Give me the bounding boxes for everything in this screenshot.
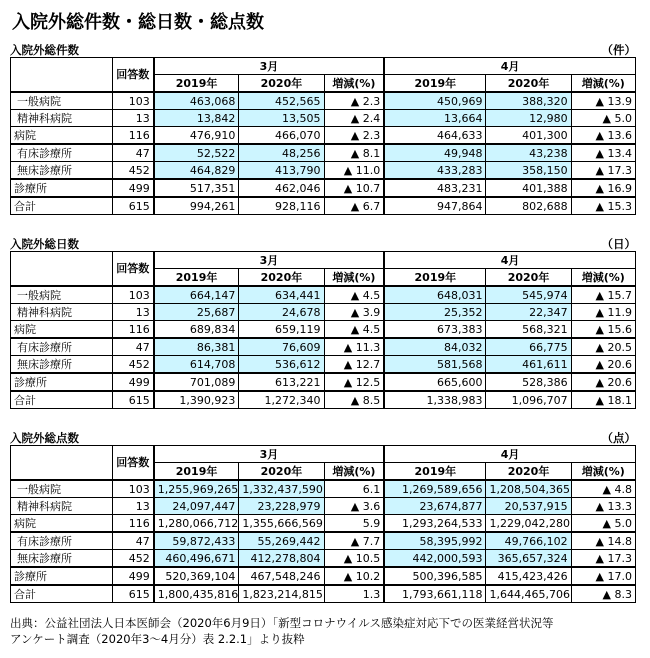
march-header: 3月 (154, 58, 384, 75)
march-change-cell: ▲ 11.0 (324, 162, 384, 180)
march-change-cell: ▲ 8.1 (324, 144, 384, 162)
april-2019-cell: 1,293,264,533 (384, 515, 486, 533)
april-2020-cell: 388,320 (486, 92, 571, 110)
row-label: 一般病院 (11, 480, 113, 498)
april-2019-cell: 581,568 (384, 356, 486, 374)
row-label: 無床診療所 (11, 550, 113, 568)
march-2020-cell: 23,228,979 (239, 498, 324, 515)
row-label: 合計 (11, 391, 113, 409)
march-change-cell: ▲ 12.7 (324, 356, 384, 374)
march-2019-cell: 86,381 (154, 338, 239, 356)
march-header: 3月 (154, 252, 384, 269)
source-footer (10, 615, 640, 647)
corner-cell (11, 252, 113, 287)
section-unit: （件） (601, 43, 636, 57)
respondents-cell: 13 (112, 304, 154, 321)
header-row (11, 252, 636, 269)
change-header: 増減(%) (324, 75, 384, 93)
table-row (11, 110, 636, 127)
april-change-cell: ▲ 13.3 (571, 498, 635, 515)
year-2020-header: 2020年 (486, 463, 571, 481)
row-label: 精神科病院 (11, 304, 113, 321)
april-change-cell: ▲ 5.0 (571, 515, 635, 533)
row-label: 診療所 (11, 373, 113, 391)
table-row (11, 162, 636, 180)
row-label: 有床診療所 (11, 532, 113, 550)
april-2020-cell: 66,775 (486, 338, 571, 356)
april-2019-cell: 442,000,593 (384, 550, 486, 568)
march-change-cell: ▲ 11.3 (324, 338, 384, 356)
table-row (11, 197, 636, 215)
march-2020-cell: 634,441 (239, 286, 324, 304)
april-2019-cell: 1,793,661,118 (384, 585, 486, 603)
march-2020-cell: 452,565 (239, 92, 324, 110)
march-change-cell: 6.1 (324, 480, 384, 498)
april-2020-cell: 20,537,915 (486, 498, 571, 515)
year-2020-header: 2020年 (239, 463, 324, 481)
april-change-cell: ▲ 8.3 (571, 585, 635, 603)
april-2019-cell: 433,283 (384, 162, 486, 180)
april-change-cell: ▲ 17.3 (571, 550, 635, 568)
march-2019-cell: 520,369,104 (154, 567, 239, 585)
respondents-header: 回答数 (112, 58, 154, 93)
march-2019-cell: 1,390,923 (154, 391, 239, 409)
change-header: 増減(%) (324, 269, 384, 287)
march-change-cell: ▲ 2.4 (324, 110, 384, 127)
april-2019-cell: 500,396,585 (384, 567, 486, 585)
row-label: 精神科病院 (11, 498, 113, 515)
march-2019-cell: 59,872,433 (154, 532, 239, 550)
row-label: 病院 (11, 515, 113, 533)
april-change-cell: ▲ 15.3 (571, 197, 635, 215)
row-label: 有床診療所 (11, 144, 113, 162)
march-2019-cell: 460,496,671 (154, 550, 239, 568)
respondents-header: 回答数 (112, 252, 154, 287)
march-2020-cell: 412,278,804 (239, 550, 324, 568)
april-header: 4月 (384, 252, 635, 269)
march-2019-cell: 664,147 (154, 286, 239, 304)
april-2020-cell: 461,611 (486, 356, 571, 374)
march-2020-cell: 928,116 (239, 197, 324, 215)
april-2020-cell: 401,300 (486, 127, 571, 145)
april-2019-cell: 665,600 (384, 373, 486, 391)
row-label: 無床診療所 (11, 162, 113, 180)
row-label: 一般病院 (11, 286, 113, 304)
march-2019-cell: 701,089 (154, 373, 239, 391)
april-2020-cell: 1,229,042,280 (486, 515, 571, 533)
data-table (10, 57, 636, 215)
row-label: 一般病院 (11, 92, 113, 110)
march-2019-cell: 1,280,066,712 (154, 515, 239, 533)
year-2020-header: 2020年 (486, 269, 571, 287)
march-change-cell: ▲ 8.5 (324, 391, 384, 409)
april-change-cell: ▲ 15.6 (571, 321, 635, 339)
table-row (11, 550, 636, 568)
march-change-cell: ▲ 4.5 (324, 286, 384, 304)
march-2019-cell: 1,255,969,265 (154, 480, 239, 498)
corner-cell (11, 446, 113, 481)
row-label: 合計 (11, 585, 113, 603)
march-2020-cell: 24,678 (239, 304, 324, 321)
respondents-cell: 103 (112, 286, 154, 304)
march-2019-cell: 1,800,435,816 (154, 585, 239, 603)
respondents-cell: 452 (112, 162, 154, 180)
march-2020-cell: 1,272,340 (239, 391, 324, 409)
april-2020-cell: 12,980 (486, 110, 571, 127)
march-2019-cell: 464,829 (154, 162, 239, 180)
april-header: 4月 (384, 446, 635, 463)
table-row (11, 515, 636, 533)
april-2019-cell: 13,664 (384, 110, 486, 127)
april-2020-cell: 365,657,324 (486, 550, 571, 568)
april-2019-cell: 450,969 (384, 92, 486, 110)
march-change-cell: ▲ 3.9 (324, 304, 384, 321)
march-2019-cell: 52,522 (154, 144, 239, 162)
table-row (11, 356, 636, 374)
march-2020-cell: 1,332,437,590 (239, 480, 324, 498)
april-change-cell: ▲ 14.8 (571, 532, 635, 550)
change-header: 増減(%) (324, 463, 384, 481)
section-heading (10, 430, 636, 444)
march-change-cell: ▲ 10.5 (324, 550, 384, 568)
table-row (11, 532, 636, 550)
april-change-cell: ▲ 13.4 (571, 144, 635, 162)
march-2020-cell: 76,609 (239, 338, 324, 356)
march-2020-cell: 1,823,214,815 (239, 585, 324, 603)
april-header: 4月 (384, 58, 635, 75)
april-change-cell: ▲ 20.5 (571, 338, 635, 356)
year-2019-header: 2019年 (384, 269, 486, 287)
respondents-cell: 499 (112, 179, 154, 197)
section-title: 入院外総点数 (10, 431, 79, 445)
march-2020-cell: 613,221 (239, 373, 324, 391)
march-2020-cell: 659,119 (239, 321, 324, 339)
respondents-cell: 615 (112, 197, 154, 215)
april-2019-cell: 464,633 (384, 127, 486, 145)
april-change-cell: ▲ 16.9 (571, 179, 635, 197)
section-heading (10, 42, 636, 56)
april-change-cell: ▲ 17.0 (571, 567, 635, 585)
year-2019-header: 2019年 (154, 463, 239, 481)
march-change-cell: ▲ 4.5 (324, 321, 384, 339)
april-change-cell: ▲ 20.6 (571, 373, 635, 391)
april-2019-cell: 947,864 (384, 197, 486, 215)
corner-cell (11, 58, 113, 93)
april-2019-cell: 1,269,589,656 (384, 480, 486, 498)
april-change-cell: ▲ 13.6 (571, 127, 635, 145)
table-row (11, 585, 636, 603)
march-2019-cell: 614,708 (154, 356, 239, 374)
year-2020-header: 2020年 (486, 75, 571, 93)
april-2020-cell: 415,423,426 (486, 567, 571, 585)
respondents-cell: 452 (112, 550, 154, 568)
table-row (11, 391, 636, 409)
march-2019-cell: 25,687 (154, 304, 239, 321)
change-header: 増減(%) (571, 269, 635, 287)
table-row (11, 144, 636, 162)
march-change-cell: ▲ 2.3 (324, 127, 384, 145)
row-label: 無床診療所 (11, 356, 113, 374)
april-2020-cell: 1,208,504,365 (486, 480, 571, 498)
april-2020-cell: 802,688 (486, 197, 571, 215)
march-header: 3月 (154, 446, 384, 463)
april-2019-cell: 23,674,877 (384, 498, 486, 515)
march-2020-cell: 1,355,666,569 (239, 515, 324, 533)
respondents-header: 回答数 (112, 446, 154, 481)
respondents-cell: 615 (112, 585, 154, 603)
april-2019-cell: 58,395,992 (384, 532, 486, 550)
march-2019-cell: 517,351 (154, 179, 239, 197)
april-change-cell: ▲ 5.0 (571, 110, 635, 127)
march-change-cell: ▲ 12.5 (324, 373, 384, 391)
year-2019-header: 2019年 (384, 75, 486, 93)
section-title: 入院外総件数 (10, 43, 79, 57)
table-row (11, 338, 636, 356)
march-2019-cell: 476,910 (154, 127, 239, 145)
march-change-cell: ▲ 3.6 (324, 498, 384, 515)
april-change-cell: ▲ 13.9 (571, 92, 635, 110)
march-change-cell: ▲ 7.7 (324, 532, 384, 550)
march-2019-cell: 24,097,447 (154, 498, 239, 515)
table-row (11, 373, 636, 391)
april-change-cell: ▲ 11.9 (571, 304, 635, 321)
march-2020-cell: 55,269,442 (239, 532, 324, 550)
march-2020-cell: 462,046 (239, 179, 324, 197)
april-2020-cell: 1,096,707 (486, 391, 571, 409)
data-table (10, 445, 636, 603)
row-label: 合計 (11, 197, 113, 215)
respondents-cell: 116 (112, 321, 154, 339)
march-2020-cell: 466,070 (239, 127, 324, 145)
march-2020-cell: 13,505 (239, 110, 324, 127)
table-row (11, 286, 636, 304)
march-2019-cell: 13,842 (154, 110, 239, 127)
section-title: 入院外総日数 (10, 237, 79, 251)
march-2019-cell: 689,834 (154, 321, 239, 339)
march-change-cell: ▲ 2.3 (324, 92, 384, 110)
april-2020-cell: 545,974 (486, 286, 571, 304)
page-title: 入院外総件数・総日数・総点数 (12, 12, 264, 33)
row-label: 有床診療所 (11, 338, 113, 356)
table-row (11, 179, 636, 197)
march-change-cell: 1.3 (324, 585, 384, 603)
section-heading (10, 236, 636, 250)
april-2019-cell: 84,032 (384, 338, 486, 356)
table-row (11, 567, 636, 585)
row-label: 診療所 (11, 179, 113, 197)
march-change-cell: ▲ 6.7 (324, 197, 384, 215)
respondents-cell: 615 (112, 391, 154, 409)
row-label: 精神科病院 (11, 110, 113, 127)
respondents-cell: 116 (112, 127, 154, 145)
march-change-cell: ▲ 10.2 (324, 567, 384, 585)
year-2020-header: 2020年 (239, 269, 324, 287)
april-2020-cell: 401,388 (486, 179, 571, 197)
april-change-cell: ▲ 15.7 (571, 286, 635, 304)
april-change-cell: ▲ 20.6 (571, 356, 635, 374)
section-unit: （点） (601, 431, 636, 445)
year-2019-header: 2019年 (154, 269, 239, 287)
march-change-cell: ▲ 10.7 (324, 179, 384, 197)
header-row (11, 58, 636, 75)
change-header: 増減(%) (571, 463, 635, 481)
april-change-cell: ▲ 4.8 (571, 480, 635, 498)
april-2020-cell: 1,644,465,706 (486, 585, 571, 603)
respondents-cell: 103 (112, 480, 154, 498)
march-change-cell: 5.9 (324, 515, 384, 533)
year-2019-header: 2019年 (154, 75, 239, 93)
table-row (11, 498, 636, 515)
respondents-cell: 499 (112, 373, 154, 391)
april-2019-cell: 673,383 (384, 321, 486, 339)
april-2020-cell: 49,766,102 (486, 532, 571, 550)
april-change-cell: ▲ 17.3 (571, 162, 635, 180)
respondents-cell: 13 (112, 110, 154, 127)
source-line-2: アンケート調査（2020年3～4月分）表 2.2.1」より抜粋 (10, 632, 305, 646)
header-row (11, 446, 636, 463)
april-2020-cell: 358,150 (486, 162, 571, 180)
march-2019-cell: 994,261 (154, 197, 239, 215)
respondents-cell: 452 (112, 356, 154, 374)
respondents-cell: 47 (112, 144, 154, 162)
table-row (11, 127, 636, 145)
april-2019-cell: 49,948 (384, 144, 486, 162)
april-change-cell: ▲ 18.1 (571, 391, 635, 409)
table-row (11, 304, 636, 321)
april-2020-cell: 43,238 (486, 144, 571, 162)
april-2020-cell: 528,386 (486, 373, 571, 391)
march-2019-cell: 463,068 (154, 92, 239, 110)
respondents-cell: 116 (112, 515, 154, 533)
source-line-1: 出典：公益社団法人日本医師会（2020年6月9日）「新型コロナウイルス感染症対応下での医業経営状況等 (10, 616, 554, 630)
march-2020-cell: 48,256 (239, 144, 324, 162)
respondents-cell: 13 (112, 498, 154, 515)
march-2020-cell: 536,612 (239, 356, 324, 374)
april-2019-cell: 483,231 (384, 179, 486, 197)
march-2020-cell: 413,790 (239, 162, 324, 180)
respondents-cell: 47 (112, 338, 154, 356)
section-unit: （日） (601, 237, 636, 251)
april-2020-cell: 22,347 (486, 304, 571, 321)
april-2019-cell: 1,338,983 (384, 391, 486, 409)
table-row (11, 321, 636, 339)
march-2020-cell: 467,548,246 (239, 567, 324, 585)
respondents-cell: 47 (112, 532, 154, 550)
april-2020-cell: 568,321 (486, 321, 571, 339)
row-label: 病院 (11, 321, 113, 339)
respondents-cell: 103 (112, 92, 154, 110)
row-label: 診療所 (11, 567, 113, 585)
april-2019-cell: 25,352 (384, 304, 486, 321)
row-label: 病院 (11, 127, 113, 145)
change-header: 増減(%) (571, 75, 635, 93)
april-2019-cell: 648,031 (384, 286, 486, 304)
table-row (11, 480, 636, 498)
year-2020-header: 2020年 (239, 75, 324, 93)
year-2019-header: 2019年 (384, 463, 486, 481)
table-row (11, 92, 636, 110)
data-table (10, 251, 636, 409)
respondents-cell: 499 (112, 567, 154, 585)
